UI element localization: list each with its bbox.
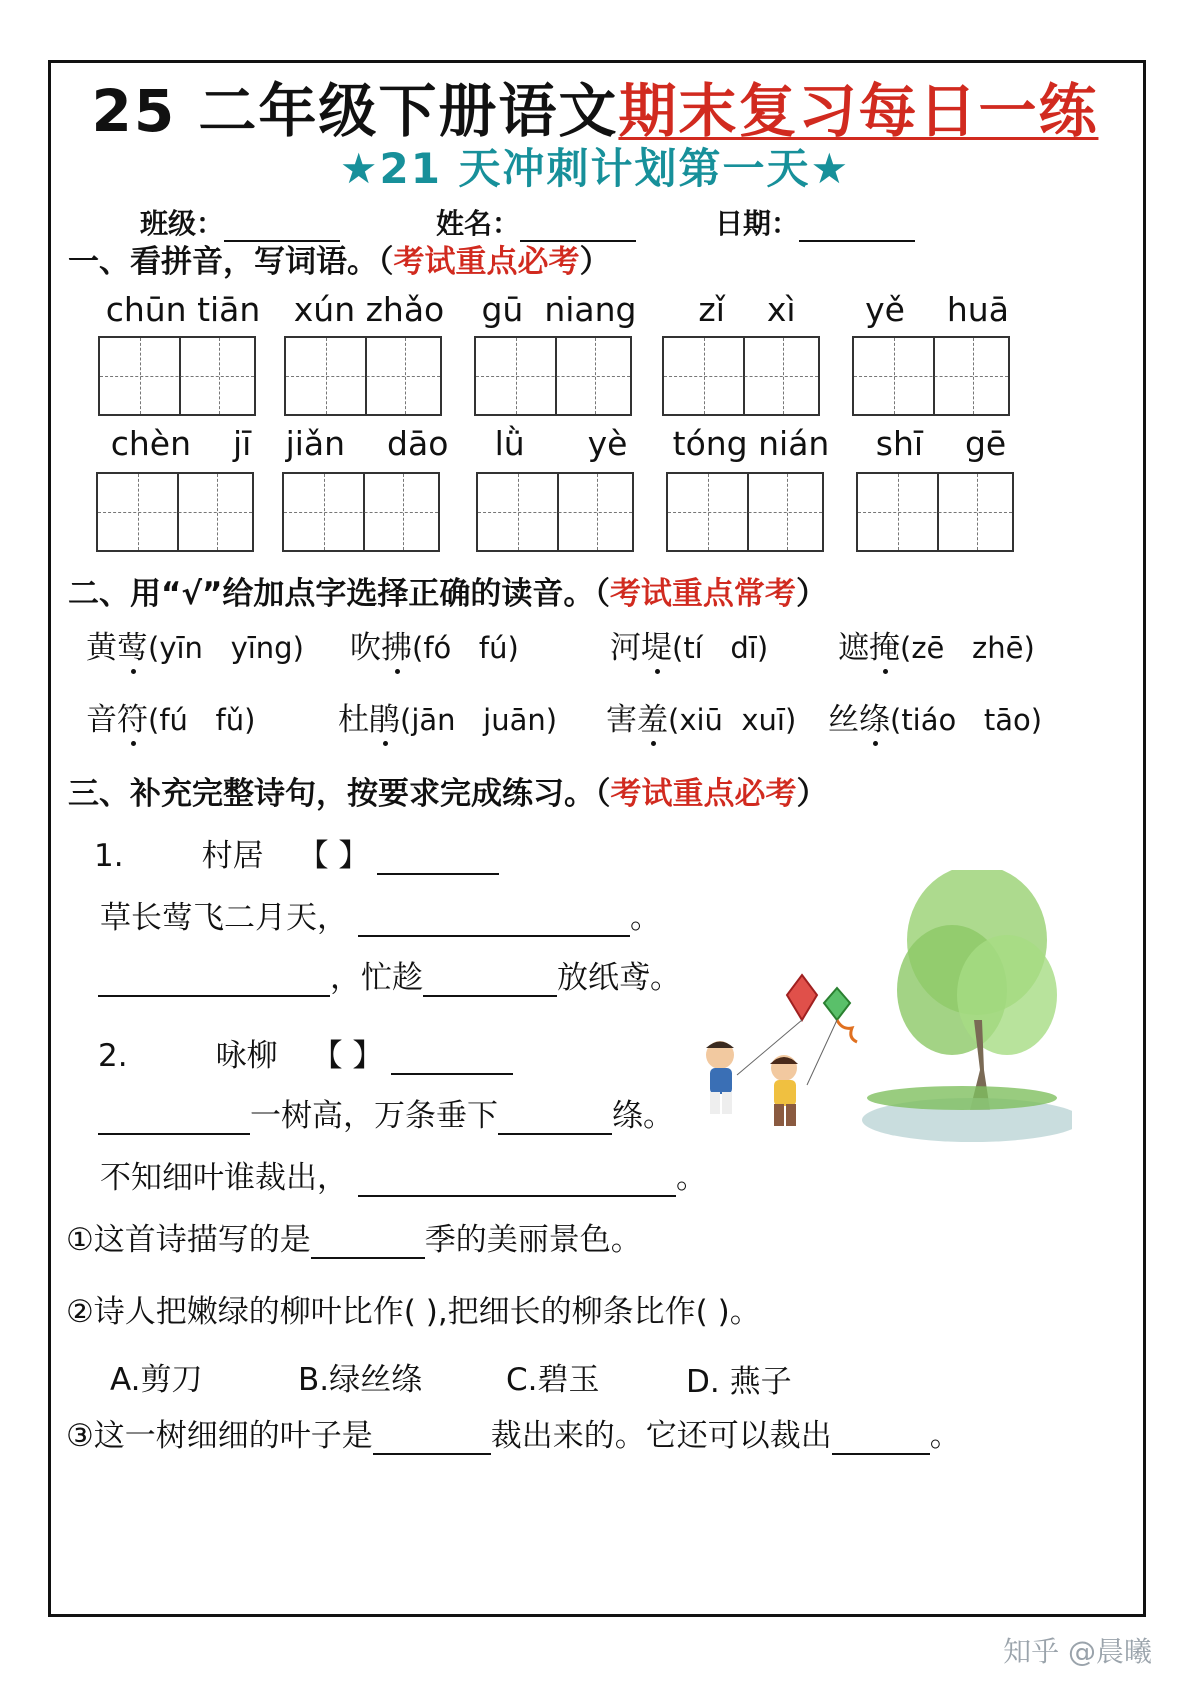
question2: ②诗人把嫩绿的柳叶比作( ),把细长的柳条比作( )。	[66, 1294, 761, 1330]
poem2-dynasty-blank[interactable]	[391, 1073, 513, 1075]
poem2-line2: 不知细叶谁裁出， 。	[100, 1160, 707, 1196]
dotted-char: 绦	[859, 702, 890, 738]
date-field[interactable]: 日期：	[715, 202, 915, 242]
poem1-title: 村居	[201, 838, 264, 874]
poem2-blank2[interactable]	[498, 1133, 612, 1135]
poem1-header: 1. 村居 【 】	[94, 830, 499, 875]
question3: ③这一树细细的叶子是 裁出来的。它还可以裁出 。	[66, 1418, 961, 1454]
poem2-header: 2. 咏柳 【 】	[98, 1030, 513, 1075]
name-field[interactable]: 姓名：	[436, 202, 636, 242]
willow-tree-icon	[862, 870, 1072, 1142]
dotted-char: 符	[117, 702, 148, 738]
watermark: 知乎 @晨曦	[1003, 1635, 1152, 1668]
pinyin-label: yě huā	[865, 290, 1009, 329]
poem2-blank1[interactable]	[98, 1133, 250, 1135]
dotted-char: 鹃	[369, 702, 400, 738]
pinyin-label: shī gē	[875, 424, 1007, 463]
poem2-author-bracket[interactable]: 【 】	[311, 1038, 384, 1074]
poem2-title: 咏柳	[215, 1038, 278, 1074]
writing-grid[interactable]	[476, 472, 634, 552]
poem1-line1: 草长莺飞二月天， 。	[100, 900, 661, 936]
poem1-blank2[interactable]	[98, 995, 330, 997]
dotted-char: 莺	[117, 630, 148, 666]
pinyin-label: zǐ xì	[698, 290, 796, 329]
poem2-line1: 一树高，万条垂下 绦。	[98, 1090, 674, 1135]
q3-blank2[interactable]	[832, 1453, 930, 1455]
writing-grid[interactable]	[852, 336, 1010, 416]
q1-blank[interactable]	[311, 1257, 425, 1259]
q3-blank1[interactable]	[373, 1453, 491, 1455]
pinyin-label: jiǎn dāo	[285, 424, 449, 463]
kite-icon	[737, 975, 857, 1085]
reading-choice-item[interactable]: 害羞(xiū xuī)	[606, 702, 797, 738]
pinyin-label: lǜ yè	[494, 424, 628, 463]
writing-grid[interactable]	[284, 336, 442, 416]
writing-grid[interactable]	[96, 472, 254, 552]
pinyin-label: chūn tiān	[105, 290, 261, 329]
option-a[interactable]: A.剪刀	[110, 1362, 203, 1398]
pinyin-label: xún zhǎo	[293, 290, 445, 329]
poem1-author-bracket[interactable]: 【 】	[297, 838, 370, 874]
poem1-blank1[interactable]	[358, 935, 630, 937]
section1-heading: 一、看拼音，写词语。（考试重点必考）	[68, 244, 611, 280]
pinyin-label: tóng nián	[672, 424, 830, 463]
option-d[interactable]: D. 燕子	[686, 1364, 792, 1400]
poem1-blank3[interactable]	[423, 995, 557, 997]
section2-heading: 二、用“√”给加点字选择正确的读音。（考试重点常考）	[68, 576, 827, 612]
dotted-char: 堤	[641, 630, 672, 666]
kite-willow-illustration	[692, 870, 1072, 1170]
writing-grid[interactable]	[856, 472, 1014, 552]
dotted-char: 拂	[381, 630, 412, 666]
poem1-dynasty-blank[interactable]	[377, 873, 499, 875]
dotted-char: 羞	[637, 702, 668, 738]
pinyin-label: gū niang	[481, 290, 637, 329]
worksheet-subtitle: ★21 天冲刺计划第一天★	[339, 144, 851, 193]
poem2-blank3[interactable]	[358, 1195, 676, 1197]
reading-choice-item[interactable]: 吹拂(fó fú)	[350, 630, 519, 666]
writing-grid[interactable]	[282, 472, 440, 552]
writing-grid[interactable]	[666, 472, 824, 552]
reading-choice-item[interactable]: 遮掩(zē zhē)	[838, 630, 1035, 666]
dotted-char: 掩	[869, 630, 900, 666]
pinyin-label: chèn jī	[110, 424, 252, 463]
option-b[interactable]: B.绿丝绦	[298, 1362, 423, 1398]
poem1-line2: ，忙趁 放纸鸢。	[98, 952, 681, 997]
option-c[interactable]: C.碧玉	[506, 1362, 600, 1398]
reading-choice-item[interactable]: 音符(fú fǔ)	[86, 702, 256, 738]
reading-choice-item[interactable]: 黄莺(yīn yīng)	[86, 630, 304, 666]
children-icon	[706, 1041, 798, 1126]
question1: ①这首诗描写的是 季的美丽景色。	[66, 1222, 642, 1258]
reading-choice-item[interactable]: 丝绦(tiáo tāo)	[828, 702, 1043, 738]
section3-heading: 三、补充完整诗句，按要求完成练习。（考试重点必考）	[68, 776, 828, 812]
class-field[interactable]: 班级：	[140, 202, 340, 242]
writing-grid[interactable]	[474, 336, 632, 416]
reading-choice-item[interactable]: 河堤(tí dī)	[610, 630, 769, 666]
worksheet-title: 25 二年级下册语文期末复习每日一练	[91, 77, 1099, 145]
reading-choice-item[interactable]: 杜鹃(jān juān)	[338, 702, 558, 738]
writing-grid[interactable]	[98, 336, 256, 416]
writing-grid[interactable]	[662, 336, 820, 416]
title-highlight: 期末复习每日一练	[618, 77, 1099, 145]
